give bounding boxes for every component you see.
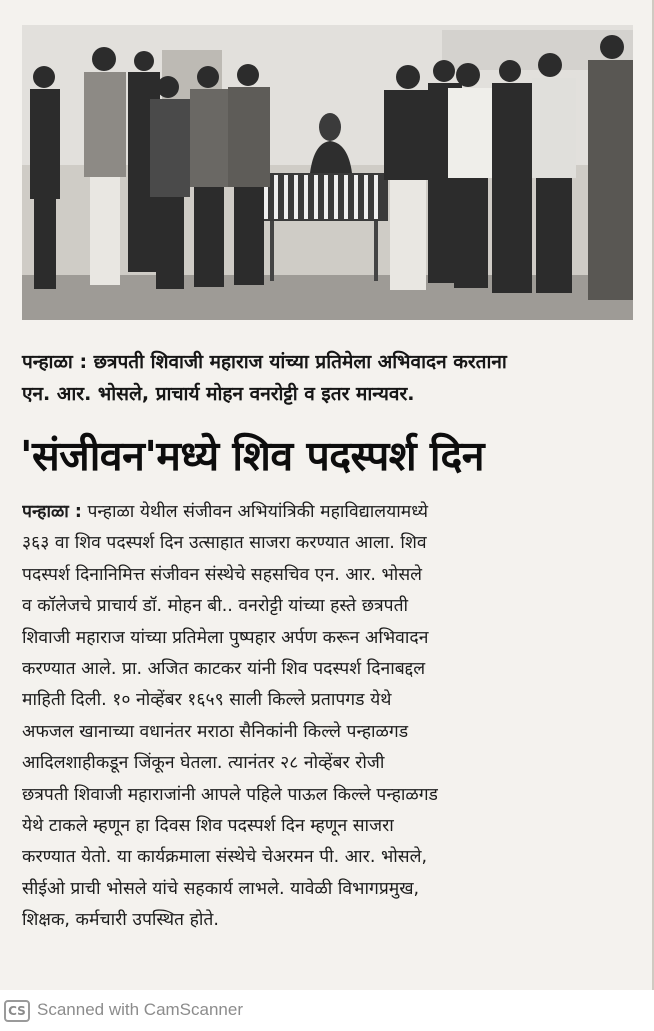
article-line: पदस्पर्श दिनानिमित्त संजीवन संस्थेचे सहसचिव एन. आर. भोसले [22, 564, 423, 585]
article-headline: 'संजीवन'मध्ये शिव पदस्पर्श दिन [20, 432, 485, 480]
event-photo [22, 25, 633, 320]
scanner-watermark: Scanned with CamScanner [37, 1000, 244, 1019]
article-line: शिवाजी महाराज यांच्या प्रतिमेला पुष्पहार अर्पण करून अभिवादन [22, 627, 429, 648]
caption-dateline: पन्हाळा : [22, 351, 88, 373]
camscanner-logo-icon: CS [4, 1000, 30, 1022]
article-line: करण्यात आले. प्रा. अजित काटकर यांनी शिव पदस्पर्श दिनाबद्दल [22, 658, 426, 679]
photo-caption [22, 346, 632, 410]
group-photo-illustration [22, 25, 633, 320]
caption-line-2: एन. आर. भोसले, प्राचार्य मोहन वनरोट्टी व इतर मान्यवर. [22, 383, 415, 405]
article-body [22, 497, 634, 936]
article-line: ३६३ वा शिव पदस्पर्श दिन उत्साहात साजरा करण्यात आला. शिव [22, 533, 427, 554]
article-line: माहिती दिली. १० नोव्हेंबर १६५९ साली किल्ले प्रतापगड येथे [22, 690, 392, 711]
article-line [22, 497, 634, 528]
article-dateline: पन्हाळा : [22, 502, 82, 522]
article-line: करण्यात येतो. या कार्यक्रमाला संस्थेचे चेअरमन पी. आर. भोसले, [22, 847, 428, 868]
article-line: छत्रपती शिवाजी महाराजांनी आपले पहिले पाऊल किल्ले पन्हाळगड [22, 784, 438, 805]
article-line: येथे टाकले म्हणून हा दिवस शिव पदस्पर्श दिन म्हणून साजरा [22, 815, 394, 836]
article-line: शिक्षक, कर्मचारी उपस्थित होते. [22, 910, 219, 931]
article-line-1-text: पन्हाळा येथील संजीवन अभियांत्रिकी महाविद्यालयामध्ये [81, 502, 428, 522]
article-line: व कॉलेजचे प्राचार्य डॉ. मोहन बी.. वनरोट्टी यांच्या हस्ते छत्रपती [22, 596, 409, 617]
article-line: अफजल खानाच्या वधानंतर मराठा सैनिकांनी किल्ले पन्हाळगड [22, 721, 409, 742]
article-line: आदिलशाहीकडून जिंकून घेतला. त्यानंतर २८ नोव्हेंबर रोजी [22, 753, 385, 774]
caption-line-1 [22, 346, 632, 378]
caption-line-1-text: छत्रपती शिवाजी महाराज यांच्या प्रतिमेला अभिवादन करताना [87, 351, 507, 373]
article-line: सीईओ प्राची भोसले यांचे सहकार्य लाभले. यावेळी विभागप्रमुख, [22, 878, 420, 899]
